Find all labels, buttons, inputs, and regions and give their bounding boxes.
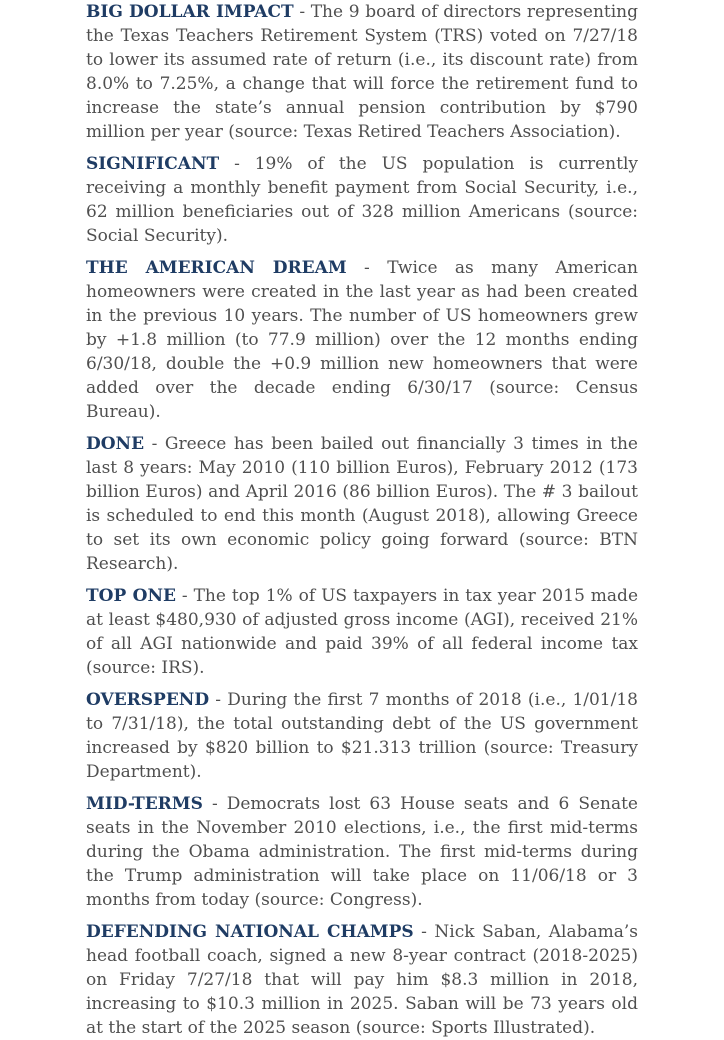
item-heading: OVERSPEND [86, 690, 210, 710]
item-body: - Greece has been bailed out financially 3 times in the last 8 years: May 2010 (110 billion Euros), February 2012 (173 billion Euros) and April 2016 (86 billion Euros). The # 3 bailout is scheduled to end this month (August 2018), allowing Greece to set its own economic policy going forward (source: BTN Research). [86, 434, 638, 574]
item-body: - 19% of the US population is currently receiving a monthly benefit payment from Social Security, i.e., 62 million beneficiaries out of 328 million Americans (source: Social Security). [86, 154, 638, 246]
news-item [86, 584, 638, 680]
news-item [86, 0, 638, 144]
item-heading: MID-TERMS [86, 794, 203, 814]
item-body: - The top 1% of US taxpayers in tax year 2015 made at least $480,930 of adjusted gross income (AGI), received 21% of all AGI nationwide and paid 39% of all federal income tax (source: IRS). [86, 586, 639, 678]
item-heading: TOP ONE [86, 586, 176, 606]
news-item [86, 432, 638, 576]
item-heading: THE AMERICAN DREAM [86, 258, 347, 278]
item-body: - Nick Saban, Alabama’s head football coach, signed a new 8-year contract (2018-2025) on Friday 7/27/18 that will pay him $8.3 million in 2018, increasing to $10.3 million in 2025. Saban will be 73 years old at the start of the 2025 season (source: Sports Illustrated). [86, 922, 638, 1038]
news-item [86, 152, 638, 248]
news-item [86, 688, 638, 784]
news-item [86, 920, 638, 1040]
item-body: - During the first 7 months of 2018 (i.e., 1/01/18 to 7/31/18), the total outstanding debt of the US government increased by $820 billion to $21.313 trillion (source: Treasury Department). [86, 690, 638, 782]
item-heading: DONE [86, 434, 145, 454]
item-body: - Democrats lost 63 House seats and 6 Senate seats in the November 2010 elections, i.e., the first mid-terms during the Obama administration. The first mid-terms during the Trump administration will take place on 11/06/18 or 3 months from today (source: Congress). [86, 794, 638, 910]
news-item [86, 256, 638, 424]
item-body: - Twice as many American homeowners were created in the last year as had been created in the previous 10 years. The number of US homeowners grew by +1.8 million (to 77.9 million) over the 12 months ending 6/30/18, double the +0.9 million new homeowners that were added over the decade ending 6/30/17 (source: Census Bureau). [86, 258, 639, 422]
item-heading: BIG DOLLAR IMPACT [86, 2, 294, 22]
news-item [86, 792, 638, 912]
item-heading: SIGNIFICANT [86, 154, 220, 174]
item-heading: DEFENDING NATIONAL CHAMPS [86, 922, 414, 942]
item-body: - The 9 board of directors representing the Texas Teachers Retirement System (TRS) voted on 7/27/18 to lower its assumed rate of return (i.e., its discount rate) from 8.0% to 7.25%, a change that will force the retirement fund to increase the state’s annual pension contribution by $790 million per year (source: Texas Retired Teachers Association). [86, 2, 638, 142]
